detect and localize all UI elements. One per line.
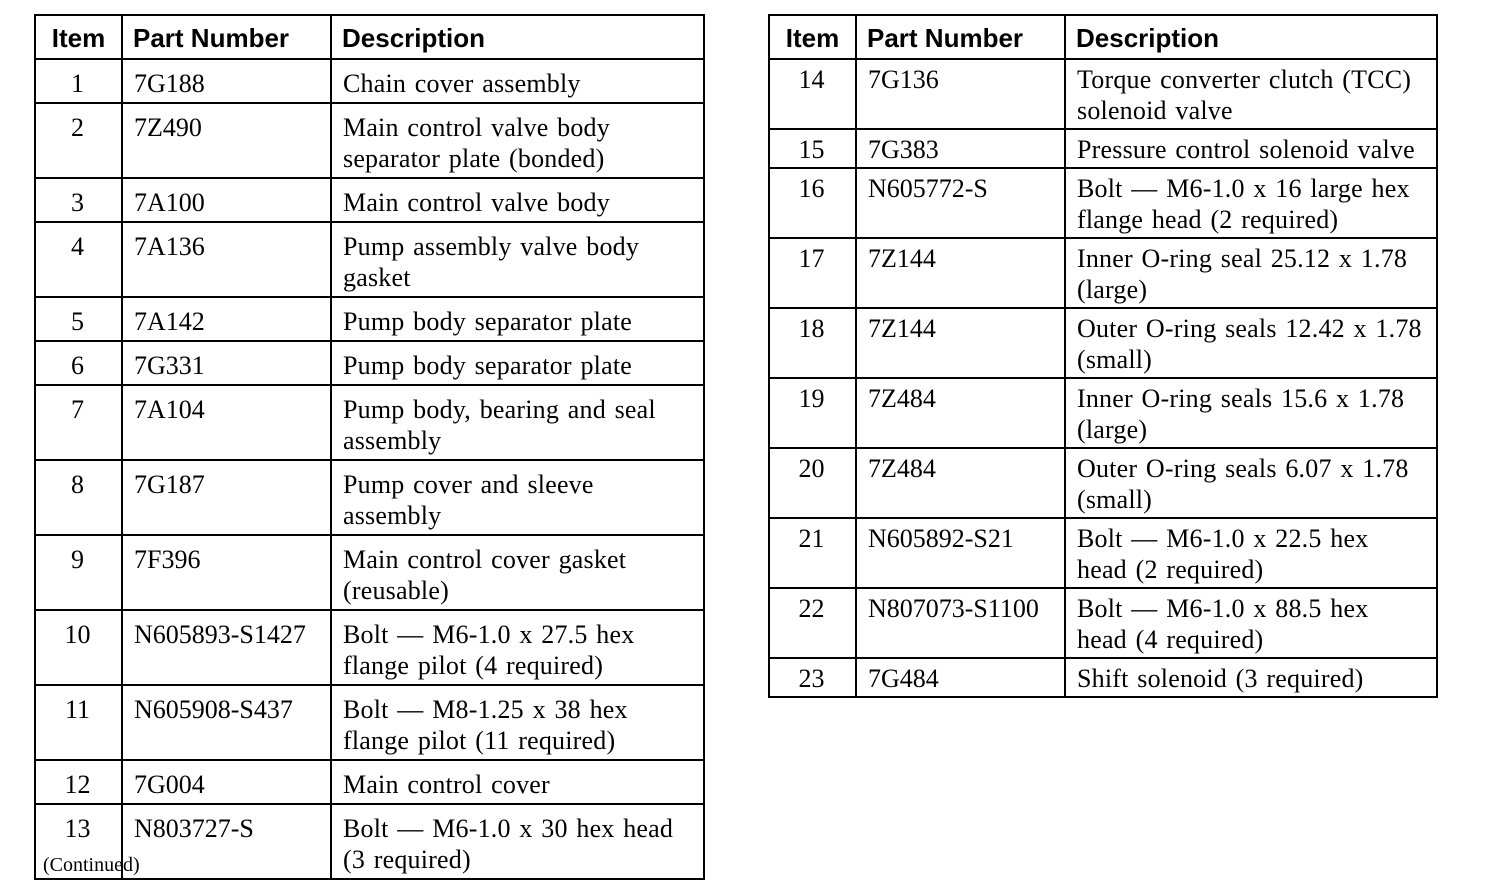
description-cell: Main control valve body separator plate (bonded) (331, 103, 704, 178)
table-row (769, 448, 1437, 518)
item-cell: 4 (35, 222, 122, 297)
item-cell: 16 (769, 168, 856, 238)
item-cell: 2 (35, 103, 122, 178)
item-cell: 5 (35, 297, 122, 341)
table-row (35, 385, 704, 460)
table-row (769, 59, 1437, 129)
item-cell: 18 (769, 308, 856, 378)
part-number-cell: N605908-S437 (122, 685, 331, 760)
description-cell: Main control cover gasket (reusable) (331, 535, 704, 610)
table-row (35, 460, 704, 535)
parts-table-right-body (769, 59, 1437, 697)
part-number-cell: N605893-S1427 (122, 610, 331, 685)
description-cell: Bolt — M6-1.0 x 16 large hex flange head (2 required) (1065, 168, 1437, 238)
table-row (769, 588, 1437, 658)
part-number-cell: 7Z144 (856, 308, 1065, 378)
item-cell: 7 (35, 385, 122, 460)
table-row (35, 760, 704, 804)
header-description: Description (331, 15, 704, 59)
part-number-cell: 7A136 (122, 222, 331, 297)
part-number-cell: 7Z484 (856, 378, 1065, 448)
description-cell: Pressure control solenoid valve (1065, 129, 1437, 168)
table-row (769, 658, 1437, 697)
table-row (769, 308, 1437, 378)
table-row (769, 378, 1437, 448)
description-cell: Shift solenoid (3 required) (1065, 658, 1437, 697)
parts-table-right (768, 14, 1438, 698)
item-cell: 12 (35, 760, 122, 804)
header-part-number: Part Number (122, 15, 331, 59)
table-row (769, 129, 1437, 168)
part-number-cell: 7G331 (122, 341, 331, 385)
description-cell: Pump body separator plate (331, 297, 704, 341)
item-cell: 3 (35, 178, 122, 222)
description-cell: Bolt — M6-1.0 x 22.5 hex head (2 required) (1065, 518, 1437, 588)
table-row (35, 178, 704, 222)
continued-note: (Continued) (43, 854, 140, 876)
table-row (35, 59, 704, 103)
part-number-cell: 7Z490 (122, 103, 331, 178)
part-number-cell: 7Z484 (856, 448, 1065, 518)
item-cell: 6 (35, 341, 122, 385)
item-cell: 20 (769, 448, 856, 518)
table-row (35, 222, 704, 297)
item-cell: 19 (769, 378, 856, 448)
part-number-cell: 7Z144 (856, 238, 1065, 308)
part-number-cell: 7G004 (122, 760, 331, 804)
part-number-cell: 7G187 (122, 460, 331, 535)
parts-table-left (34, 14, 705, 880)
table-row (35, 297, 704, 341)
item-cell: 17 (769, 238, 856, 308)
description-cell: Torque converter clutch (TCC) solenoid valve (1065, 59, 1437, 129)
item-cell: 14 (769, 59, 856, 129)
part-number-cell: 7G136 (856, 59, 1065, 129)
table-row (35, 103, 704, 178)
item-cell: 23 (769, 658, 856, 697)
part-number-cell: 7G484 (856, 658, 1065, 697)
part-number-cell: 7F396 (122, 535, 331, 610)
header-row (35, 15, 704, 59)
description-cell: Outer O-ring seals 12.42 x 1.78 (small) (1065, 308, 1437, 378)
part-number-cell: N807073-S1100 (856, 588, 1065, 658)
table-row (769, 518, 1437, 588)
header-description: Description (1065, 15, 1437, 59)
description-cell: Bolt — M6-1.0 x 88.5 hex head (4 required) (1065, 588, 1437, 658)
description-cell: Pump cover and sleeve assembly (331, 460, 704, 535)
description-cell: Inner O-ring seals 15.6 x 1.78 (large) (1065, 378, 1437, 448)
item-cell: 8 (35, 460, 122, 535)
item-cell: 10 (35, 610, 122, 685)
table-row (35, 610, 704, 685)
description-cell: Inner O-ring seal 25.12 x 1.78 (large) (1065, 238, 1437, 308)
description-cell: Pump body, bearing and seal assembly (331, 385, 704, 460)
part-number-cell: 7A104 (122, 385, 331, 460)
description-cell: Outer O-ring seals 6.07 x 1.78 (small) (1065, 448, 1437, 518)
part-number-cell: 7G188 (122, 59, 331, 103)
description-cell: Bolt — M6-1.0 x 27.5 hex flange pilot (4 required) (331, 610, 704, 685)
part-number-cell: 7A100 (122, 178, 331, 222)
item-cell: 22 (769, 588, 856, 658)
description-cell: Pump body separator plate (331, 341, 704, 385)
item-cell: 15 (769, 129, 856, 168)
table-row (35, 341, 704, 385)
part-number-cell: 7G383 (856, 129, 1065, 168)
table-row (769, 238, 1437, 308)
item-cell: 9 (35, 535, 122, 610)
parts-table-left-body (35, 59, 704, 879)
description-cell: Main control valve body (331, 178, 704, 222)
header-part-number: Part Number (856, 15, 1065, 59)
header-item: Item (769, 15, 856, 59)
item-cell: 1 (35, 59, 122, 103)
table-row (35, 535, 704, 610)
header-item: Item (35, 15, 122, 59)
table-row (769, 168, 1437, 238)
part-number-cell: N605772-S (856, 168, 1065, 238)
item-cell: 13 (35, 804, 122, 879)
item-cell: 11 (35, 685, 122, 760)
description-cell: Pump assembly valve body gasket (331, 222, 704, 297)
description-cell: Chain cover assembly (331, 59, 704, 103)
description-cell: Main control cover (331, 760, 704, 804)
header-row (769, 15, 1437, 59)
description-cell: Bolt — M8-1.25 x 38 hex flange pilot (11 required) (331, 685, 704, 760)
part-number-cell: N803727-S (122, 804, 331, 879)
table-row (35, 685, 704, 760)
part-number-cell: 7A142 (122, 297, 331, 341)
item-cell: 21 (769, 518, 856, 588)
part-number-cell: N605892-S21 (856, 518, 1065, 588)
description-cell: Bolt — M6-1.0 x 30 hex head (3 required) (331, 804, 704, 879)
